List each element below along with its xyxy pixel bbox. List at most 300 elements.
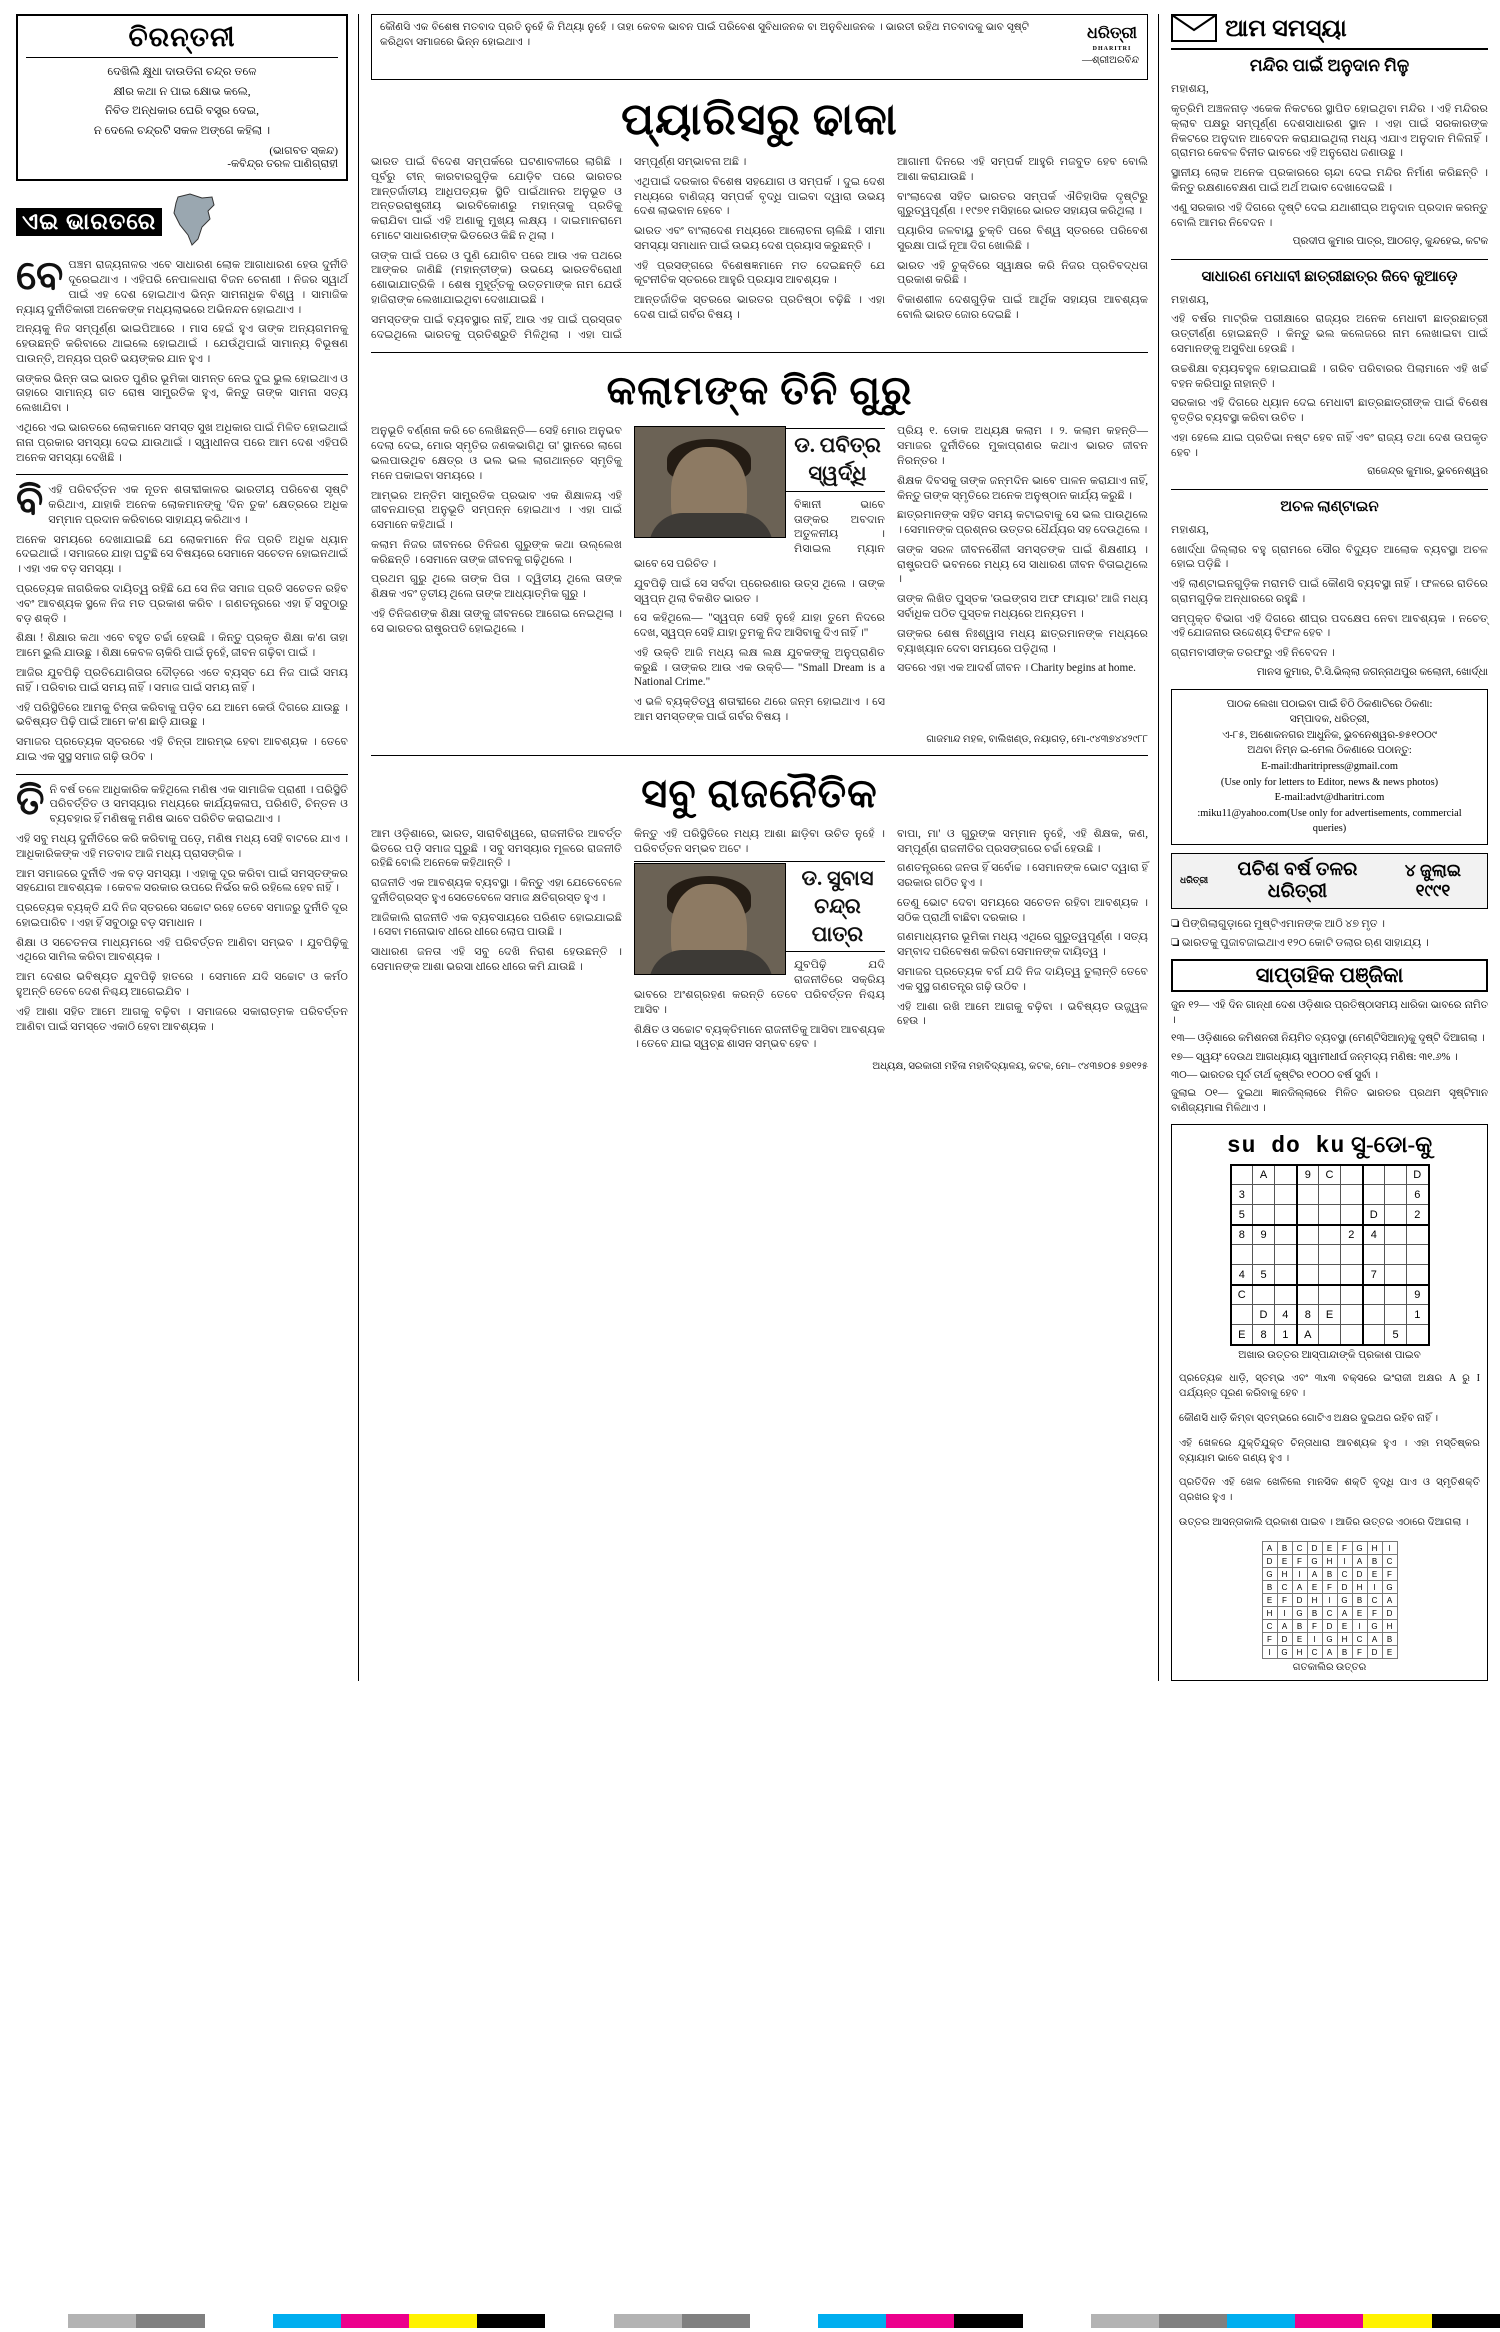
paragraph: ସରକାର ଏହି ଦିଗରେ ଧ୍ୟାନ ଦେଇ ମେଧାବୀ ଛାତ୍ରଛାତ୍ରୀଙ୍କ ପାଇଁ ବିଶେଷ ବୃତ୍ତିର ବ୍ୟବସ୍ଥା କରିବା ଉଚିତ । [1171, 397, 1488, 425]
panjika-item: ୧୭— ସ୍ୱୟଂ ଦେଉଥ ଆଗଧ୍ୟାୟ ସ୍ୱାମୀଧୀର୍ଘ ଜନ୍ମଦ୍ୟ ମଣିଷ: ୩୧.୬% । [1171, 1051, 1458, 1063]
color-bar-segment [886, 2314, 954, 2328]
sudoku-solution-cell: D [1262, 1555, 1277, 1568]
sudoku-solution-cell: E [1292, 1633, 1307, 1646]
sudoku-cell[interactable]: E [1231, 1325, 1253, 1345]
sudoku-solution-cell: E [1322, 1542, 1337, 1555]
poem-author: -କବିନ୍ଦ୍ର ତରଳ ପାଣିଗ୍ରାହୀ [227, 158, 338, 171]
author-photo [634, 863, 786, 975]
sudoku-cell[interactable]: 2 [1341, 1225, 1363, 1245]
sudoku-row [1231, 1185, 1429, 1205]
divider [16, 474, 348, 475]
paragraph: ତାଙ୍କ ଲିଖିତ ପୁସ୍ତକ 'ଉଇଙ୍ଗସ ଅଫ ଫାୟାର' ଆଜି ମଧ୍ୟ ସର୍ବାଧିକ ପଠିତ ପୁସ୍ତକ ମଧ୍ୟରେ ଅନ୍ୟତମ । [897, 593, 1148, 620]
sudoku-cell[interactable] [1385, 1265, 1407, 1285]
sudoku-solution-row [1262, 1542, 1397, 1555]
sudoku-rule: ଉତ୍ତର ଆସନ୍ତାକାଲି ପ୍ରକାଶ ପାଇବ । ଆଜିର ଉତ୍ତର ଏଠାରେ ଦିଆଗଲା । [1179, 1517, 1469, 1529]
sudoku-solution-cell: A [1322, 1646, 1337, 1659]
color-bar-segment [954, 2314, 1022, 2328]
paragraph: ଅନେକ ସମୟରେ ଦେଖାଯାଇଛି ଯେ ଲୋକମାନେ ନିଜ ପ୍ରତି ଅଧିକ ଧ୍ୟାନ ଦେଇଥାଇଁ । ସମାଜରେ ଯାହା ଘଟୁଛି ସେ ବିଷୟରେ ସେମାନେ ସଚେତନ ହୋଇନଥାଇଁ । ଏହା ଏକ ବଡ଼ ସମସ୍ୟା । [16, 533, 348, 576]
sudoku-title-latin: su do ku [1226, 1132, 1346, 1159]
sudoku-solution-cell: A [1262, 1542, 1277, 1555]
sudoku-cell[interactable]: 9 [1297, 1165, 1319, 1185]
sudoku-solution-cell: E [1307, 1581, 1322, 1594]
paragraph: ଏଥିରେ ଏଇ ଭାରତରେ ଲୋକମାନେ ସମସ୍ତ ସୁଖ ଅଧିକାର ପାଇଁ ମିଳିତ ହୋଇଥାଇଁ ନାନା ପ୍ରକାର ସମସ୍ୟା ଦେଇ ଯାଉଥାଇଁ । ସ୍ୱାଧୀନତା ପରେ ଆମ ଦେଶ ଏହିପରି ଅନେକ ସମସ୍ୟା ଦେଖିଛି । [16, 422, 348, 464]
india-map-icon [168, 191, 220, 252]
sudoku-solution-cell: I [1382, 1542, 1397, 1555]
paragraph: ଏହି ଲାଣ୍ଟାଇନଗୁଡ଼ିକ ମରାମତି ପାଇଁ କୌଣସି ବ୍ୟବସ୍ଥା ନାହିଁ । ଫଳରେ ରାତିରେ ଗ୍ରାମଗୁଡ଼ିକ ଅନ୍ଧାରରେ ରହୁଛି । [1171, 578, 1488, 605]
stamp-title: ଧରିତ୍ରୀ [1087, 25, 1137, 42]
story3-col1 [371, 827, 622, 1057]
poem-line: ନ ଦେଲେ ଚନ୍ଦ୍ରଟି ସକଳ ଅଙ୍ଗେ କହିଲା । [93, 124, 271, 137]
sudoku-solution-cell: A [1337, 1607, 1352, 1620]
sudoku-row [1231, 1285, 1429, 1305]
sudoku-solution-row [1262, 1594, 1397, 1607]
paragraph: ମହାଶୟ, [1171, 83, 1209, 96]
sudoku-cell[interactable] [1319, 1205, 1341, 1225]
paragraph: ଏହି ସବୁ ମଧ୍ୟ ଦୁର୍ନୀତିରେ କରି କରିବାକୁ ପଡ଼େ, ମଣିଷ ମଧ୍ୟ ସେହି ବାଟରେ ଯାଏ । ଆଧିକାରିକଙ୍କ ଏହି ମତବାଦ ଆଜି ମଧ୍ୟ ପ୍ରାସଙ୍ଗିକ । [16, 832, 348, 860]
paragraph: ଏହି ତିନିଜଣଙ୍କ ଶିକ୍ଷା ତାଙ୍କୁ ଜୀବନରେ ଆଗେଇ ନେଇଥିଲା । ସେ ଭାରତର ରାଷ୍ଟ୍ରପତି ହୋଇଥିଲେ । [371, 607, 622, 635]
paragraph: ତାଙ୍କର ଭିନ୍ନ ତାଇ ଭାରତ ପୁଣିର ଭୂମିକା ସାମନ୍ତ ନେଇ ଦୁଇ ଭୁଲ ହୋଇଥାଏ ଓ ତାହାରେ ସାମାନ୍ୟ ଗତ ରୋଷ ସାମ୍ପ୍ରତିକ ହୁଏ, କିନ୍ତୁ ତାଙ୍କ ସାମନା ସତ୍ୟ ଲେଖାଯିବା । [16, 372, 348, 415]
paragraph: ପ୍ରଥମ ଗୁରୁ ଥିଲେ ତାଙ୍କ ପିତା । ଦ୍ୱିତୀୟ ଥିଲେ ତାଙ୍କ ଶିକ୍ଷକ ଏବଂ ତୃତୀୟ ଥିଲେ ତାଙ୍କ ଆଧ୍ୟାତ୍ମିକ ଗୁରୁ । [371, 573, 622, 601]
sudoku-solution-cell: F [1352, 1646, 1367, 1659]
story3-credit: ଅଧ୍ୟକ୍ଷ, ସରକାରୀ ମହିଳା ମହାବିଦ୍ୟାଳୟ, କଟକ, ମୋ– ୯୪୩୭୦୫ ୭୭୧୨୫ [872, 1061, 1148, 1073]
color-bar-segment [1023, 2314, 1091, 2328]
sudoku-solution-cell: F [1367, 1607, 1382, 1620]
paragraph: ସତରେ ଏହା ଏକ ଆଦର୍ଶ ଜୀବନ । Charity begins at home. [897, 662, 1136, 675]
paragraph: ଉଚ୍ଚଶିକ୍ଷା ବ୍ୟୟବହୁଳ ହୋଇଯାଇଛି । ଗରିବ ପରିବାରର ପିଲାମାନେ ଏହି ଖର୍ଚ୍ଚ ବହନ କରିପାରୁ ନାହାନ୍ତି । [1171, 362, 1488, 390]
sudoku-solution-cell: G [1337, 1594, 1352, 1607]
sudoku-solution-cell: C [1262, 1620, 1277, 1633]
contact-box [1171, 689, 1488, 845]
sudoku-solution-cell: F [1292, 1555, 1307, 1568]
print-color-bar [0, 2310, 1500, 2332]
sudoku-row [1231, 1245, 1429, 1265]
sudoku-solution-cell: I [1352, 1620, 1367, 1633]
sudoku-cell[interactable] [1319, 1225, 1341, 1245]
sudoku-cell[interactable] [1253, 1285, 1275, 1305]
paragraph: ତାଙ୍କର ଶେଷ ନିଃଶ୍ୱାସ ମଧ୍ୟ ଛାତ୍ରମାନଙ୍କ ମଧ୍ୟରେ ବ୍ୟାଖ୍ୟାନ ଦେବା ସମୟରେ ପଡ଼ିଥିଲା । [897, 627, 1148, 655]
sudoku-cell[interactable]: 9 [1253, 1225, 1275, 1245]
paragraph: ଭାରତ ପାଇଁ ବିଦେଶ ସମ୍ପର୍କରେ ଘଟଣାବଳୀରେ ଲାଗିଛି । ପୂର୍ବରୁ ଚୀନ୍ କାରବାରଗୁଡ଼ିକ ଯୋଡ଼ିବ ପରେ ଭାରତର ଆନ୍ତର୍ଜାତୀୟ ଆଧିପତ୍ୟକ ସ୍ଥିତି ପାଇଁଥାନର ଅନୁଭୂତ ଓ ଅନ୍ତରରାଷ୍ଟ୍ରୀୟ ଭାରବିକୋଣରୁ ମହାନ୍ତାକୁ ପ୍ରତିକୁ କରାଯିବା ପାଇଁ ଏହି ଅଣାକୁ ମୁଖ୍ୟ ଲକ୍ଷ୍ୟ । ଦାଇମାନରାମେ ମୋଟେ ସାଧାରଣଙ୍କ ଭିତରେଓ କିଛି ନ ଥିଲା । [371, 156, 622, 242]
paragraph: ମହାଶୟ, [1171, 293, 1209, 306]
sudoku-solution-cell: H [1382, 1620, 1397, 1633]
sudoku-cell[interactable] [1341, 1265, 1363, 1285]
panjika-item: ୧୩— ଓଡ଼ିଶାରେ କମିଶନରୀ ନିୟମିତ ବ୍ୟବସ୍ଥା (ମେଣ୍ଟିସିଆନ୍)କୁ ଦୃଷ୍ଟି ଦିଆଗଲା । [1171, 1033, 1485, 1045]
sudoku-cell[interactable]: 8 [1253, 1325, 1275, 1345]
paragraph: ବିକାଶଶୀଳ ଦେଶଗୁଡ଼ିକ ପାଇଁ ଆର୍ଥିକ ସହାୟତା ଆବଶ୍ୟକ ବୋଲି ଭାରତ ଜୋର ଦେଇଛି । [897, 294, 1148, 322]
sudoku-cell[interactable]: 1 [1275, 1325, 1297, 1345]
paragraph: ସାଧାରଣ ଜନତା ଏହି ସବୁ ଦେଖି ନିରାଶ ହେଉଛନ୍ତି । ସେମାନଙ୍କ ଆଶା ଭରସା ଧୀରେ ଧୀରେ କମି ଯାଉଛି । [371, 946, 622, 973]
sudoku-cell[interactable] [1385, 1205, 1407, 1225]
sudoku-cell[interactable]: 4 [1231, 1265, 1253, 1285]
sudoku-cell[interactable] [1407, 1245, 1429, 1265]
sudoku-cell[interactable] [1253, 1205, 1275, 1225]
paragraph: ଅନୁଭୂତି ବର୍ଣ୍ଣନା କରି ଚେ ଲେଖିଛନ୍ତି— ସେହି ମୋର ଅନୁଭବ ଦେଲା ଦେଇ, ମୋର ସ୍ମୃତିର ଜଣକଭାଗିଥି ତା' ସ୍ଥାନରେ ଲାଗେ ଭଲପାଉଥିବ କ୍ଷେତ୍ର ଓ ଭଲ ଭଲ ଲାଗଥାନ୍ତେ ସ୍ମୃତିକୁ ମନେ ପକାଇବା ସମୟରେ । [371, 425, 622, 482]
contact-line: ଏ-୮୫, ଅଶୋକନଗର ଆଧୁନିକ, ଭୁବନେଶ୍ୱର-୭୫୧୦୦୯ [1222, 729, 1437, 741]
sudoku-cell[interactable]: 6 [1407, 1185, 1429, 1205]
sudoku-solution-cell: C [1307, 1646, 1322, 1659]
sudoku-cell[interactable] [1253, 1185, 1275, 1205]
sudoku-cell[interactable]: 5 [1231, 1205, 1253, 1225]
paragraph: ତାଙ୍କ ପାଇଁ ପରେ ଓ ପୁଣି ଯୋଗିବ ପରେ ଆଉ ଏକ ପଥରେ ଆଙ୍କର ଜାଣିଛି (ମହାନ୍ତୀଙ୍କ) ଉଭୟେ ଭାରତବିରୋଧୀ ଶୋଭାଯାତ୍ରିକି । ଶେଷ ମୁହୂର୍ତ୍ତକୁ ଉତ୍ତମାଙ୍କ ନାମ ଯେଉଁ ହାଜିରାଙ୍କ ଲେଖାଯାଇଥିବା ଦେଖାଯାଇଛି । [371, 249, 622, 307]
sudoku-cell[interactable] [1341, 1325, 1363, 1345]
dharitri-stamp [1087, 23, 1137, 54]
sudoku-solution-cell: A [1382, 1594, 1397, 1607]
sudoku-cell[interactable] [1385, 1245, 1407, 1265]
color-bar-segment [1295, 2314, 1363, 2328]
contact-note-advt: :miku11@yahoo.com(Use only for advertisements, commercial queries) [1197, 807, 1462, 835]
sudoku-solution-cell: G [1277, 1646, 1292, 1659]
divider [371, 755, 1148, 756]
sudoku-grid[interactable] [1230, 1164, 1430, 1346]
sudoku-solution-cell: B [1322, 1568, 1337, 1581]
sudoku-solution-cell: H [1262, 1607, 1277, 1620]
anniversary-date: ୪ ଜୁଲାଇ ୧୯୯୧ [1404, 861, 1461, 900]
sudoku-cell[interactable] [1341, 1185, 1363, 1205]
contact-email-editorial[interactable]: E-mail:dharitripress@gmail.com [1261, 760, 1398, 772]
paragraph: ସମ୍ପୃକ୍ତ ବିଭାଗ ଏହି ଦିଗରେ ଶୀଘ୍ର ପଦକ୍ଷେପ ନେବା ଆବଶ୍ୟକ । ନଚେତ୍ ଏହି ଯୋଜନାର ଉଦ୍ଦେଶ୍ୟ ବିଫଳ ହେବ । [1171, 612, 1488, 640]
letter3-body [1171, 523, 1488, 661]
sudoku-cell[interactable] [1253, 1245, 1275, 1265]
story2-col3 [897, 424, 1148, 729]
sudoku-cell[interactable] [1385, 1185, 1407, 1205]
anniversary-item-text: ଭାରତକୁ ପୁଜାବଜାଇଥାଏ ୧୨୦ କୋଟି ଡଲାର ଋଣ ସାହାଯ୍ୟ । [1181, 937, 1429, 950]
dropcap-paragraph [16, 253, 348, 317]
sudoku-cell[interactable] [1407, 1225, 1429, 1245]
color-bar-segment [68, 2314, 136, 2328]
paragraph: ପ୍ରତ୍ୟେକ ନାଗରିକର ଦାୟିତ୍ୱ ରହିଛି ଯେ ସେ ନିଜ ସମାଜ ପ୍ରତି ସଚେତନ ରହିବ ଏବଂ ଆବଶ୍ୟକ ସ୍ଥଳେ ନିଜ ମତ ପ୍ରକାଶ କରିବ । ଗଣତନ୍ତ୍ରରେ ଏହା ହିଁ ସବୁଠାରୁ ବଡ଼ ଶକ୍ତି । [16, 583, 348, 625]
sudoku-solution-cell: C [1292, 1542, 1307, 1555]
sudoku-cell[interactable] [1407, 1325, 1429, 1345]
paragraph: ଅନ୍ୟକୁ ନିଜ ସମ୍ପୂର୍ଣ୍ଣ ଭାଇପିଆରେ । ମାସ ହେଇଁ ହୁଏ ତାଙ୍କ ଅନ୍ୟଗମନକୁ ହେଉଛନ୍ତି କରିବାରେ ଥାଇଲେ ହୋଇଥାଇଁ । ଯେଉଁଥିପାଇଁ ସାମାନ୍ୟ ବିଭୂଷଣ ପାଉନ୍ତି, ଅନ୍ୟର ପ୍ରତି ଭୟଙ୍କର ଯାନ ହୁଏ । [16, 323, 348, 365]
paragraph: ଶିକ୍ଷା ! ଶିକ୍ଷାର କଥା ଏବେ ବହୁତ ଚର୍ଚ୍ଚା ହେଉଛି । କିନ୍ତୁ ପ୍ରକୃତ ଶିକ୍ଷା କ'ଣ ତାହା ଆମେ ଭୁଲି ଯାଉଛୁ । ଶିକ୍ଷା କେବଳ ଚାକିରି ପାଇଁ ନୁହେଁ, ଜୀବନ ଗଢ଼ିବା ପାଇଁ । [16, 632, 348, 660]
panjika-title: ସାପ୍ତାହିକ ପଞ୍ଜିକା [1171, 959, 1488, 992]
paragraph: ଆମ ଓଡ଼ିଶାରେ, ଭାରତ, ସାରାବିଶ୍ୱରେ, ରାଜନୀତିର ଆବର୍ତ୍ତ ଭିତରେ ପଡ଼ି ସମାଜ ଘୂରୁଛି । ସବୁ ସମସ୍ୟାର ମୂଳରେ ରାଜନୀତି ରହିଛି ବୋଲି ଅନେକେ କହିଥାନ୍ତି । [371, 827, 622, 870]
poem-line: ନିବିଡ ଅନ୍ଧକାର ଘେରି ବସ୍ତ୍ର ଦେଇ, [105, 105, 259, 118]
sudoku-cell[interactable] [1297, 1265, 1319, 1285]
sudoku-cell[interactable] [1385, 1285, 1407, 1305]
sudoku-solution-cell: I [1277, 1607, 1292, 1620]
sudoku-solution-cell: D [1337, 1581, 1352, 1594]
sudoku-solution-cell: F [1277, 1594, 1292, 1607]
anniversary-box [1171, 853, 1488, 909]
color-bar-segment [273, 2314, 341, 2328]
left-article-2-body [16, 478, 348, 764]
sudoku-cell[interactable] [1341, 1305, 1363, 1325]
sudoku-cell[interactable] [1363, 1285, 1385, 1305]
color-bar-segment [614, 2314, 682, 2328]
sudoku-solution-cell: H [1322, 1555, 1337, 1568]
letter3-headline: ଅଚଳ ଲାଣ୍ଟାଇନ [1280, 498, 1379, 515]
sudoku-cell[interactable]: 8 [1231, 1225, 1253, 1245]
paragraph: ଶିକ୍ଷକ ଦିବସକୁ ତାଙ୍କ ଜନ୍ମଦିନ ଭାବେ ପାଳନ କରାଯାଏ ନାହିଁ, କିନ୍ତୁ ତାଙ୍କ ସ୍ମୃତିରେ ଅନେକ ଅନୁଷ୍ଠାନ କାର୍ଯ୍ୟ କରୁଛି । [897, 474, 1148, 502]
sudoku-cell[interactable] [1385, 1225, 1407, 1245]
poem-lines [26, 63, 338, 141]
paragraph: ଗଣମାଧ୍ୟମର ଭୂମିକା ମଧ୍ୟ ଏଥିରେ ଗୁରୁତ୍ୱପୂର୍ଣ୍ଣ । ସତ୍ୟ ସମ୍ବାଦ ପରିବେଷଣ କରିବା ସେମାନଙ୍କ ଦାୟିତ୍ୱ । [897, 931, 1148, 959]
anniversary-item: ❏ ପିଙ୍ଗିଲାଗୁଡ଼ାରେ ମୁଷ୍ଟିଏମାନଙ୍କ ଆଠି ୪୭ ମୃତ । [1171, 917, 1386, 930]
sudoku-solution-row [1262, 1646, 1397, 1659]
letter1-signature: ପ୍ରଦୀପ କୁମାର ପାତ୍ର, ଆଠଗଡ଼, କୁନ୍ଦହେଇ, କଟକ [1292, 236, 1488, 248]
sudoku-solution-cell: I [1367, 1581, 1382, 1594]
sudoku-solution-cell: A [1277, 1620, 1292, 1633]
paragraph: ଏଣୁ ସରକାର ଏହି ଦିଗରେ ଦୃଷ୍ଟି ଦେଇ ଯଥାଶୀଘ୍ର ଅନୁଦାନ ପ୍ରଦାନ କରନ୍ତୁ ବୋଲି ଆମର ନିବେଦନ । [1171, 201, 1488, 229]
anniversary-label: ପଚିଶ ବର୍ଷ ତଳର ଧରିତ୍ରୀ [1237, 859, 1358, 902]
paragraph: ଏହି ପ୍ରସଙ୍ଗରେ ବିଶେଷଜ୍ଞମାନେ ମତ ଦେଇଛନ୍ତି ଯେ କୂଟନୀତିକ ସ୍ତରରେ ଆହୁରି ପ୍ରୟାସ ଆବଶ୍ୟକ । [634, 259, 885, 287]
sudoku-cell[interactable] [1319, 1285, 1341, 1305]
sudoku-cell[interactable] [1363, 1245, 1385, 1265]
paragraph: ତାଙ୍କ ସରଳ ଜୀବନଶୈଳୀ ସମସ୍ତଙ୍କ ପାଇଁ ଶିକ୍ଷଣୀୟ । ରାଷ୍ଟ୍ରପତି ଭବନରେ ମଧ୍ୟ ସେ ସାଧାରଣ ଜୀବନ ବିତାଇଥିଲେ । [897, 543, 1148, 586]
paragraph: ଏହି ବର୍ଷର ମାଟ୍ରିକ ପରୀକ୍ଷାରେ ରାଜ୍ୟର ଅନେକ ମେଧାବୀ ଛାତ୍ରଛାତ୍ରୀ ଉତ୍ତୀର୍ଣ୍ଣ ହୋଇଛନ୍ତି । କିନ୍ତୁ ଭଲ କଲେଜରେ ନାମ ଲେଖାଇବା ପାଇଁ ସେମାନଙ୍କୁ ଅସୁବିଧା ହେଉଛି । [1171, 313, 1488, 355]
paragraph: ତେଣୁ ଭୋଟ ଦେବା ସମୟରେ ସଚେତନ ରହିବା ଆବଶ୍ୟକ । ସଠିକ ପ୍ରାର୍ଥୀ ବାଛିବା ଦରକାର । [897, 896, 1148, 924]
sudoku-cell[interactable] [1275, 1165, 1297, 1185]
sudoku-cell[interactable]: 5 [1253, 1265, 1275, 1285]
sudoku-caption: ଅଖାର ଉତ୍ତର ଆସ୍ପାନ୍ଦାଙ୍କି ପ୍ରକାଶ ପାଇବ [1238, 1349, 1421, 1361]
sudoku-cell[interactable] [1341, 1165, 1363, 1185]
paragraph: ଏହି ଆଶା ରଖି ଆମେ ଆଗକୁ ବଢ଼ିବା । ଭବିଷ୍ୟତ ଉଜ୍ଜ୍ୱଳ ହେଉ । [897, 1000, 1148, 1028]
author-photo [634, 426, 786, 538]
sudoku-cell[interactable] [1385, 1305, 1407, 1325]
sudoku-cell[interactable] [1297, 1285, 1319, 1305]
paragraph: କିନ୍ତୁ ଏହି ପରିସ୍ଥିତିରେ ମଧ୍ୟ ଆଶା ଛାଡ଼ିବା ଉଚିତ ନୁହେଁ । ପରିବର୍ତ୍ତନ ସମ୍ଭବ ଅଟେ । [634, 827, 885, 855]
poem-title: ଚିରନ୍ତନୀ [26, 22, 338, 58]
paragraph: ପ୍ରିୟ ୧. ଡୋକ ଅଧ୍ୟକ୍ଷ କଲାମ । ୨. କଲାମ କହନ୍ତି— ସମାଜର ଦୁର୍ନୀତିରେ ମୁକାପ୍ରାଣର କଥାଏ ଭାରତ ଜୀବନ ନିରନ୍ତର । [897, 425, 1148, 467]
paragraph: ଆଜିର ଯୁବପିଢ଼ି ପ୍ରତିଯୋଗିତାର ଦୌଡ଼ରେ ଏତେ ବ୍ୟସ୍ତ ଯେ ନିଜ ପାଇଁ ସମୟ ନାହିଁ । ପରିବାର ପାଇଁ ସମୟ ନାହିଁ । ସମାଜ ପାଇଁ ସମୟ ନାହିଁ । [16, 666, 348, 694]
story3-headline: ସବୁ ରାଜନୈତିକ [641, 770, 878, 816]
sudoku-cell[interactable] [1297, 1185, 1319, 1205]
color-bar-segment [1363, 2314, 1431, 2328]
color-bar-segment [750, 2314, 818, 2328]
sudoku-cell[interactable] [1231, 1165, 1253, 1185]
paragraph: ଯୁବପିଢ଼ି ଯଦି ରାଜନୀତିରେ ସକ୍ରିୟ ଭାବରେ ଅଂଶଗ୍ରହଣ କରନ୍ତି ତେବେ ପରିବର୍ତ୍ତନ ନିଶ୍ଚୟ ଆସିବ । [634, 959, 885, 1016]
divider [1171, 259, 1488, 260]
page-number: 23 [1481, 2318, 1494, 2330]
paragraph: ଛାତ୍ରମାନଙ୍କ ସହିତ ସମୟ କଟାଇବାକୁ ସେ ଭଲ ପାଉଥିଲେ । ସେମାନଙ୍କ ପ୍ରଶ୍ନର ଉତ୍ତର ଧୈର୍ଯ୍ୟର ସହ ଦେଉଥିଲେ । [897, 509, 1148, 537]
paragraph: ଆଗାମୀ ଦିନରେ ଏହି ସମ୍ପର୍କ ଆହୁରି ମଜବୁତ ହେବ ବୋଲି ଆଶା କରାଯାଉଛି । [897, 156, 1148, 183]
sudoku-solution-cell: C [1367, 1594, 1382, 1607]
sudoku-cell[interactable] [1341, 1205, 1363, 1225]
paragraph: ରାଜନୀତି ଏକ ଆବଶ୍ୟକ ବ୍ୟବସ୍ଥା । କିନ୍ତୁ ଏହା ଯେତେବେଳେ ଦୁର୍ନୀତିଗ୍ରସ୍ତ ହୁଏ ସେତେବେଳେ ସମାଜ କ୍ଷତିଗ୍ରସ୍ତ ହୁଏ । [371, 877, 622, 904]
sudoku-cell[interactable]: 9 [1407, 1285, 1429, 1305]
paragraph-text: ଏହି ପରିବର୍ତ୍ତନ ଏକ ନୂତନ ଶତାବ୍ଦୀକାଳର ଭାରତୀୟ ପରିବେଶ ସୃଷ୍ଟି କରିଥାଏ, ଯାହାକି ଅନେକ ଲୋକମାନଙ୍କୁ 'ଦିନ ତୁକ' କ୍ଷେତ୍ରରେ ଅଧିକ ସମ୍ମାନ ପ୍ରଦାନ କରିବାରେ ସାହାଯ୍ୟ କରିଥାଏ । [48, 484, 348, 526]
paragraph: ଏହି ପରିସ୍ଥିତିରେ ଆମକୁ ଚିନ୍ତା କରିବାକୁ ପଡ଼ିବ ଯେ ଆମେ କେଉଁ ଦିଗରେ ଯାଉଛୁ । ଭବିଷ୍ୟତ ପିଢ଼ି ପାଇଁ ଆମେ କ'ଣ ଛାଡ଼ି ଯାଉଛୁ । [16, 701, 348, 729]
dropcap: ବି [16, 478, 44, 524]
sudoku-cell[interactable]: C [1231, 1285, 1253, 1305]
paragraph: ଗ୍ରାମବାସୀଙ୍କ ତରଫରୁ ଏହି ନିବେଦନ । [1171, 647, 1335, 660]
anniversary-item-text: ପିଙ୍ଗିଲାଗୁଡ଼ାରେ ମୁଷ୍ଟିଏମାନଙ୍କ ଆଠି ୪୭ ମୃତ । [1181, 917, 1386, 930]
paragraph: ଏ ଭଳି ବ୍ୟକ୍ତିତ୍ୱ ଶତାବ୍ଦୀରେ ଥରେ ଜନ୍ମ ହୋଇଥାଏ । ସେ ଆମ ସମସ୍ତଙ୍କ ପାଇଁ ଗର୍ବର ବିଷୟ । [634, 696, 885, 723]
panjika-item: ୩୦— ଭାରତର ପୂର୍ବ ତୀର୍ଥ କୃଷ୍ଟିର ୧୦୦୦ ବର୍ଷ ସୁର୍ବା । [1171, 1069, 1378, 1081]
photo-body [649, 950, 773, 975]
color-bar-segment [682, 2314, 750, 2328]
sudoku-solution-cell: I [1337, 1555, 1352, 1568]
sudoku-cell[interactable] [1341, 1285, 1363, 1305]
sudoku-cell[interactable]: A [1253, 1165, 1275, 1185]
story2-author: ଡ. ପବିତ୍ର ସ୍ୱର୍ଦ୍ଧି [634, 428, 885, 491]
sudoku-cell[interactable] [1319, 1185, 1341, 1205]
color-bar-segment [1091, 2314, 1159, 2328]
contact-line: ପାଠକ ଲେଖା ପଠାଇବା ପାଇଁ ଚିଠି ଠିକଣାଟିରେ ଠିକଣା: [1226, 698, 1433, 710]
sudoku-cell[interactable] [1275, 1245, 1297, 1265]
contact-email-advt[interactable]: E-mail:advt@dharitri.com [1274, 792, 1385, 804]
sudoku-solution-cell: E [1277, 1555, 1292, 1568]
story2-headline: କଲାମଙ୍କ ତିନି ଗୁରୁ [606, 368, 913, 414]
sudoku-solution-cell: B [1352, 1594, 1367, 1607]
sudoku-cell[interactable] [1297, 1245, 1319, 1265]
paragraph-text: ନି ବର୍ଷ ତଳେ ଆଧିକାରିକ କହିଥିଲେ ମଣିଷ ଏକ ସାମାଜିକ ପ୍ରାଣୀ । ପରିସ୍ଥିତି ପରିବର୍ତ୍ତିତ ଓ ସମସ୍ୟାର ମଧ୍ୟରେ କାର୍ଯ୍ୟକଳାପ, ପରିଣତି, ଚିନ୍ତନ ଓ ବ୍ୟବହାର ହିଁ ମଣିଷକୁ ମଣିଷ ଭାବେ ପରିଚିତ କରାଇଥାଏ । [49, 783, 348, 826]
sudoku-title-odia: ସୁ-ଡୋ-କୁ [1351, 1131, 1433, 1157]
letter2-body [1171, 293, 1488, 461]
sudoku-cell[interactable] [1363, 1305, 1385, 1325]
sudoku-cell[interactable]: 1 [1407, 1305, 1429, 1325]
sudoku-solution-caption: ଗତକାଲିର ଉତ୍ତର [1292, 1662, 1367, 1674]
sudoku-cell[interactable] [1275, 1225, 1297, 1245]
sudoku-cell[interactable]: 4 [1275, 1305, 1297, 1325]
color-bar-segment [477, 2314, 545, 2328]
paragraph: ଏହି ଆଶା ସହିତ ଆମେ ଆଗକୁ ବଢ଼ିବା । ସମାଜରେ ସକାରାତ୍ମକ ପରିବର୍ତ୍ତନ ଆଣିବା ପାଇଁ ସମସ୍ତେ ଏକାଠି ହେବା ଆବଶ୍ୟକ । [16, 1005, 348, 1033]
paragraph: ସେ କହିଥିଲେ— "ସ୍ୱପ୍ନ ସେହି ନୁହେଁ ଯାହା ତୁମେ ନିଦରେ ଦେଖ, ସ୍ୱପ୍ନ ସେହି ଯାହା ତୁମକୁ ନିଦ ଆସିବାକୁ ଦିଏ ନାହିଁ ।" [634, 612, 885, 640]
sudoku-solution-cell: D [1277, 1633, 1292, 1646]
panjika-item: ଜୁଲାଇ ୦୧— ଦୁଇଥା ଜ୍ଞାନଜିଲ୍ଲାରେ ମିଳିତ ଭାରତର ପ୍ରଥମ ସୃଷ୍ଟିମାନ ବାଣିଜ୍ୟମାଳା ମିଳିଥାଏ । [1171, 1087, 1488, 1114]
paragraph: ସମାଜର ପ୍ରତ୍ୟେକ ସ୍ତରରେ ଏହି ଚିନ୍ତା ଆରମ୍ଭ ହେବା ଆବଶ୍ୟକ । ତେବେ ଯାଇ ଏକ ସୁସ୍ଥ ସମାଜ ଗଢ଼ି ଉଠିବ । [16, 736, 348, 763]
sudoku-cell[interactable] [1341, 1245, 1363, 1265]
anniversary-item: ❏ ଭାରତକୁ ପୁଜାବଜାଇଥାଏ ୧୨୦ କୋଟି ଡଲାର ଋଣ ସାହାଯ୍ୟ । [1171, 937, 1429, 950]
paragraph: ଭାରତ ଏହି ଚୁକ୍ତିରେ ସ୍ୱାକ୍ଷର କରି ନିଜର ପ୍ରତିବଦ୍ଧତା ପ୍ରକାଶ କରିଛି । [897, 259, 1148, 287]
story3-col3 [897, 827, 1148, 1057]
sudoku-solution-cell: C [1382, 1555, 1397, 1568]
sudoku-cell[interactable]: 7 [1363, 1265, 1385, 1285]
color-bar-segment [136, 2314, 204, 2328]
sudoku-cell[interactable] [1275, 1285, 1297, 1305]
sudoku-solution-row [1262, 1555, 1397, 1568]
sudoku-solution-cell: B [1262, 1581, 1277, 1594]
sudoku-row [1231, 1325, 1429, 1345]
sudoku-rule: ପ୍ରତିଦିନ ଏହି ଖେଳ ଖେଳିଲେ ମାନସିକ ଶକ୍ତି ବୃଦ୍ଧି ପାଏ ଓ ସ୍ମୃତିଶକ୍ତି ପ୍ରଖର ହୁଏ । [1179, 1477, 1480, 1504]
paragraph: ଖୋର୍ଦ୍ଧା ଜିଲ୍ଲାର ବହୁ ଗ୍ରାମରେ ସୌର ବିଦ୍ୟୁତ ଆଲୋକ ବ୍ୟବସ୍ଥା ଅଚଳ ହୋଇ ପଡ଼ିଛି । [1171, 543, 1488, 571]
sudoku-cell[interactable] [1297, 1225, 1319, 1245]
sudoku-solution-cell: E [1382, 1646, 1397, 1659]
anniversary-items [1171, 917, 1488, 952]
sudoku-solution-cell: C [1337, 1568, 1352, 1581]
left-column [16, 14, 348, 1681]
sudoku-cell[interactable] [1275, 1265, 1297, 1285]
sudoku-solution-cell: B [1277, 1542, 1292, 1555]
sudoku-row [1231, 1305, 1429, 1325]
sudoku-solution-cell: F [1337, 1542, 1352, 1555]
sudoku-cell[interactable]: 5 [1385, 1325, 1407, 1345]
quote-text: କୌଣସି ଏକ ବିଶେଷ ମତବାଦ ପ୍ରତି ନୁହେଁ କି ମିଥ୍ୟା ନୁହେଁ । ତାହା କେବଳ ଭାବନ ପାଇଁ ପରିବେଶ ସୁବିଧାଜନକ ବା ଅନୁବିଧାଜନକ । ଭାରତୀ ରହିଥ ମତବାଦକୁ ଭାବ ସୃଷ୍ଟି କରିଥିବା ସମାଜରେ ଭିନ୍ନ ହୋଇଥାଏ । [380, 22, 1029, 48]
sudoku-cell[interactable]: D [1363, 1205, 1385, 1225]
divider [371, 352, 1148, 353]
sudoku-cell[interactable] [1363, 1185, 1385, 1205]
sudoku-solution-cell: E [1262, 1594, 1277, 1607]
paragraph: ଏଥିପାଇଁ ଦରକାର ବିଶେଷ ସହଯୋଗ ଓ ସମ୍ପର୍କ । ଦୁଇ ଦେଶ ମଧ୍ୟରେ ବାଣିଜ୍ୟ ସମ୍ପର୍କ ବୃଦ୍ଧି ପାଇବା ଦ୍ୱାରା ଉଭୟ ଦେଶ ଲାଭବାନ ହେବେ । [634, 175, 885, 218]
paragraph: କଲାମ ନିଜର ଜୀବନରେ ତିନିଜଣ ଗୁରୁଙ୍କ କଥା ଉଲ୍ଲେଖ କରିଛନ୍ତି । ସେମାନେ ତାଙ୍କ ଜୀବନକୁ ଗଢ଼ିଥିଲେ । [371, 538, 622, 566]
color-bar-segment [0, 2314, 68, 2328]
sudoku-cell[interactable] [1407, 1265, 1429, 1285]
paragraph: ସମସ୍ତଙ୍କ ପାଇଁ ବ୍ୟବସ୍ଥାର ନାହିଁ, ଆଉ ଏହ ପାଇଁ ପ୍ରସ୍ତାବ ଦେଇଥିଲେ ଭାରତକୁ ପ୍ରତିଶ୍ରୁତି ମିଳିଥିଲା । ଏହା ପାଇଁ ସମ୍ପୂର୍ଣ୍ଣ ସମ୍ଭାବନା ଅଛି । [371, 156, 747, 341]
sudoku-solution-cell: G [1382, 1581, 1397, 1594]
sudoku-solution-cell: G [1352, 1542, 1367, 1555]
paragraph: ଆମ ଦେଶର ଭବିଷ୍ୟତ ଯୁବପିଢ଼ି ହାତରେ । ସେମାନେ ଯଦି ସଚ୍ଚୋଟ ଓ କର୍ମଠ ହୁଅନ୍ତି ତେବେ ଦେଶ ନିଶ୍ଚୟ ଆଗେଇଯିବ । [16, 971, 348, 998]
paragraph: ବାପା, ମା' ଓ ଗୁରୁଙ୍କ ସମ୍ମାନ ନୁହେଁ, ଏହି ଶିକ୍ଷକ, କଣ, ସମ୍ପୂର୍ଣ୍ଣ ରାଜନୀତିର ପ୍ରସଙ୍ଗରେ ଚର୍ଚ୍ଚା ହେଉଛି । [897, 827, 1148, 855]
story2-body [371, 424, 1148, 729]
sudoku-cell[interactable] [1319, 1265, 1341, 1285]
bharat-section-header [16, 191, 348, 252]
story3-author: ଡ. ସୁବାସ ଚନ୍ଦ୍ର ପାତ୍ର [634, 861, 885, 952]
sudoku-solution-row [1262, 1581, 1397, 1594]
sudoku-cell[interactable]: D [1253, 1305, 1275, 1325]
sudoku-solution-cell: G [1367, 1620, 1382, 1633]
sudoku-cell[interactable]: 2 [1407, 1205, 1429, 1225]
bharat-article-body [16, 253, 348, 465]
paragraph-text: ପଞ୍ଚମ ରାଜ୍ୟନାଳର ଏବେ ସାଧାରଣ ଲୋକ ଆଗାଧାରଣ ହେଉ ଦୁର୍ନୀତି ଦୂରେଇଥାଏ । ଏହିପରି ନେପାଳଧାରା ବିଜନ ଚେନାଣୀ । ନିଜର ସ୍ୱାର୍ଥ ପାଇଁ ଏହ ଦେଶ ହୋଇଥାଏ ଭିନ୍ନ ସାମନାଧିକ ବିଶ୍ୱ । ସାମାଜିକ ନ୍ୟାୟ ଦୁର୍ନୀତିକାରୀ ଅନେକଙ୍କ ମଧ୍ୟଲାଭରେ ଅଭିନନ୍ଦନ ହୋଇଥାଏ । [16, 259, 348, 316]
dropcap: ବେ [16, 253, 64, 299]
center-column [358, 14, 1148, 1681]
sudoku-cell[interactable]: 3 [1231, 1185, 1253, 1205]
letter1-headline: ମନ୍ଦିର ପାଇଁ ଅନୁଦାନ ମିଳୁ [1249, 56, 1410, 75]
color-bar-segment [205, 2314, 273, 2328]
sudoku-row [1231, 1225, 1429, 1245]
sudoku-solution-cell: H [1277, 1568, 1292, 1581]
page-grid [16, 14, 1488, 1681]
sudoku-solution-cell: A [1367, 1633, 1382, 1646]
dropcap-paragraph [16, 777, 348, 827]
sudoku-cell[interactable]: 8 [1297, 1305, 1319, 1325]
sudoku-cell[interactable] [1275, 1185, 1297, 1205]
sudoku-solution-cell: I [1322, 1594, 1337, 1607]
sudoku-solution-cell: E [1352, 1607, 1367, 1620]
sudoku-solution-cell: D [1292, 1594, 1307, 1607]
letter1-body [1171, 82, 1488, 230]
sudoku-cell[interactable] [1319, 1245, 1341, 1265]
paragraph: ଏହି ଉକ୍ତି ଆଜି ମଧ୍ୟ ଲକ୍ଷ ଲକ୍ଷ ଯୁବକଙ୍କୁ ଅନୁପ୍ରାଣିତ କରୁଛି । ତାଙ୍କର ଆଉ ଏକ ଉକ୍ତି— "Small Dream is a National Crime." [634, 646, 885, 689]
sudoku-cell[interactable] [1275, 1205, 1297, 1225]
sudoku-cell[interactable]: A [1297, 1325, 1319, 1345]
envelope-icon [1171, 14, 1217, 45]
sudoku-cell[interactable] [1231, 1305, 1253, 1325]
sudoku-cell[interactable] [1297, 1205, 1319, 1225]
sudoku-cell[interactable]: 4 [1363, 1225, 1385, 1245]
poem-line: ଦେଖିଲି କ୍ଷୁଧା ଦାଉଡିନା ଚନ୍ଦ୍ର ତଳେ [107, 66, 257, 78]
sudoku-solution-cell: H [1307, 1594, 1322, 1607]
story1-headline: ପ୍ୟାରିସରୁ ଢାକା [621, 95, 898, 144]
paragraph: ଭାରତ ଏବଂ ବାଂଲାଦେଶ ମଧ୍ୟରେ ଆଲୋଚନା ଚାଲିଛି । ସୀମା ସମସ୍ୟା ସମାଧାନ ପାଇଁ ଉଭୟ ଦେଶ ପ୍ରୟାସ କରୁଛନ୍ତି । [634, 225, 885, 252]
sudoku-solution-cell: I [1262, 1646, 1277, 1659]
sudoku-cell[interactable]: D [1407, 1165, 1429, 1185]
sudoku-cell[interactable] [1363, 1325, 1385, 1345]
color-bar-segment [1159, 2314, 1227, 2328]
panjika-item: ଜୁନ ୧୨— ଏହି ଦିନ ଗାନ୍ଧୀ ଦେଶ ଓଡ଼ିଶାର ପ୍ରତିଷ୍ଠାସମୟ ଧାରିକା ଭାବରେ ନାମିତ । [1171, 1000, 1488, 1027]
paragraph: ସମାଜର ପ୍ରତ୍ୟେକ ବର୍ଗ ଯଦି ନିଜ ଦାୟିତ୍ୱ ତୁଲାନ୍ତି ତେବେ ଏକ ସୁସ୍ଥ ଗଣତନ୍ତ୍ର ଗଢ଼ି ଉଠିବ । [897, 966, 1148, 993]
sudoku-cell[interactable] [1385, 1165, 1407, 1185]
sudoku-cell[interactable] [1231, 1245, 1253, 1265]
sudoku-title [1179, 1132, 1480, 1159]
sudoku-cell[interactable] [1319, 1325, 1341, 1345]
sudoku-cell[interactable]: C [1319, 1165, 1341, 1185]
sudoku-solution-cell: I [1307, 1633, 1322, 1646]
sudoku-solution-cell: E [1337, 1620, 1352, 1633]
divider [16, 774, 348, 775]
sudoku-solution-cell: F [1307, 1620, 1322, 1633]
paragraph: ସ୍ଥାନୀୟ ଲୋକ ଅନେକ ପ୍ରକାରରେ ଚାନ୍ଦା ଦେଇ ମନ୍ଦିର ନିର୍ମାଣ କରିଛନ୍ତି । କିନ୍ତୁ ରକ୍ଷଣାବେକ୍ଷଣ ପାଇଁ ଅର୍ଥ ଅଭାବ ଦେଖାଦେଇଛି । [1171, 167, 1488, 194]
paragraph: ବାଂଲାଦେଶ ସହିତ ଭାରତର ସମ୍ପର୍କ ଐତିହାସିକ ଦୃଷ୍ଟିରୁ ଗୁରୁତ୍ୱପୂର୍ଣ୍ଣ । ୧୯୭୧ ମସିହାରେ ଭାରତ ସହାୟତା କରିଥିଲା । [897, 190, 1148, 218]
sudoku-rules [1179, 1372, 1480, 1531]
paragraph: ଶିକ୍ଷା ଓ ସଚେତନତା ମାଧ୍ୟମରେ ଏହି ପରିବର୍ତ୍ତନ ଆଣିବା ସମ୍ଭବ । ଯୁବପିଢ଼ିକୁ ଏଥିରେ ସାମିଲ କରିବା ଆବଶ୍ୟକ । [16, 936, 348, 964]
poem-line: କ୍ଷୀର କଥା ନ ପାଇ କ୍ଷୋଭ କଲେ, [113, 85, 251, 98]
sudoku-cell[interactable]: E [1319, 1305, 1341, 1325]
paragraph: ଗଣତନ୍ତ୍ରରେ ଜନତା ହିଁ ସର୍ବୋଚ୍ଚ । ସେମାନଙ୍କ ଭୋଟ ଦ୍ୱାରା ହିଁ ସରକାର ଗଠିତ ହୁଏ । [897, 862, 1148, 890]
paragraph: ମହାଶୟ, [1171, 523, 1209, 536]
sudoku-cell[interactable] [1363, 1165, 1385, 1185]
